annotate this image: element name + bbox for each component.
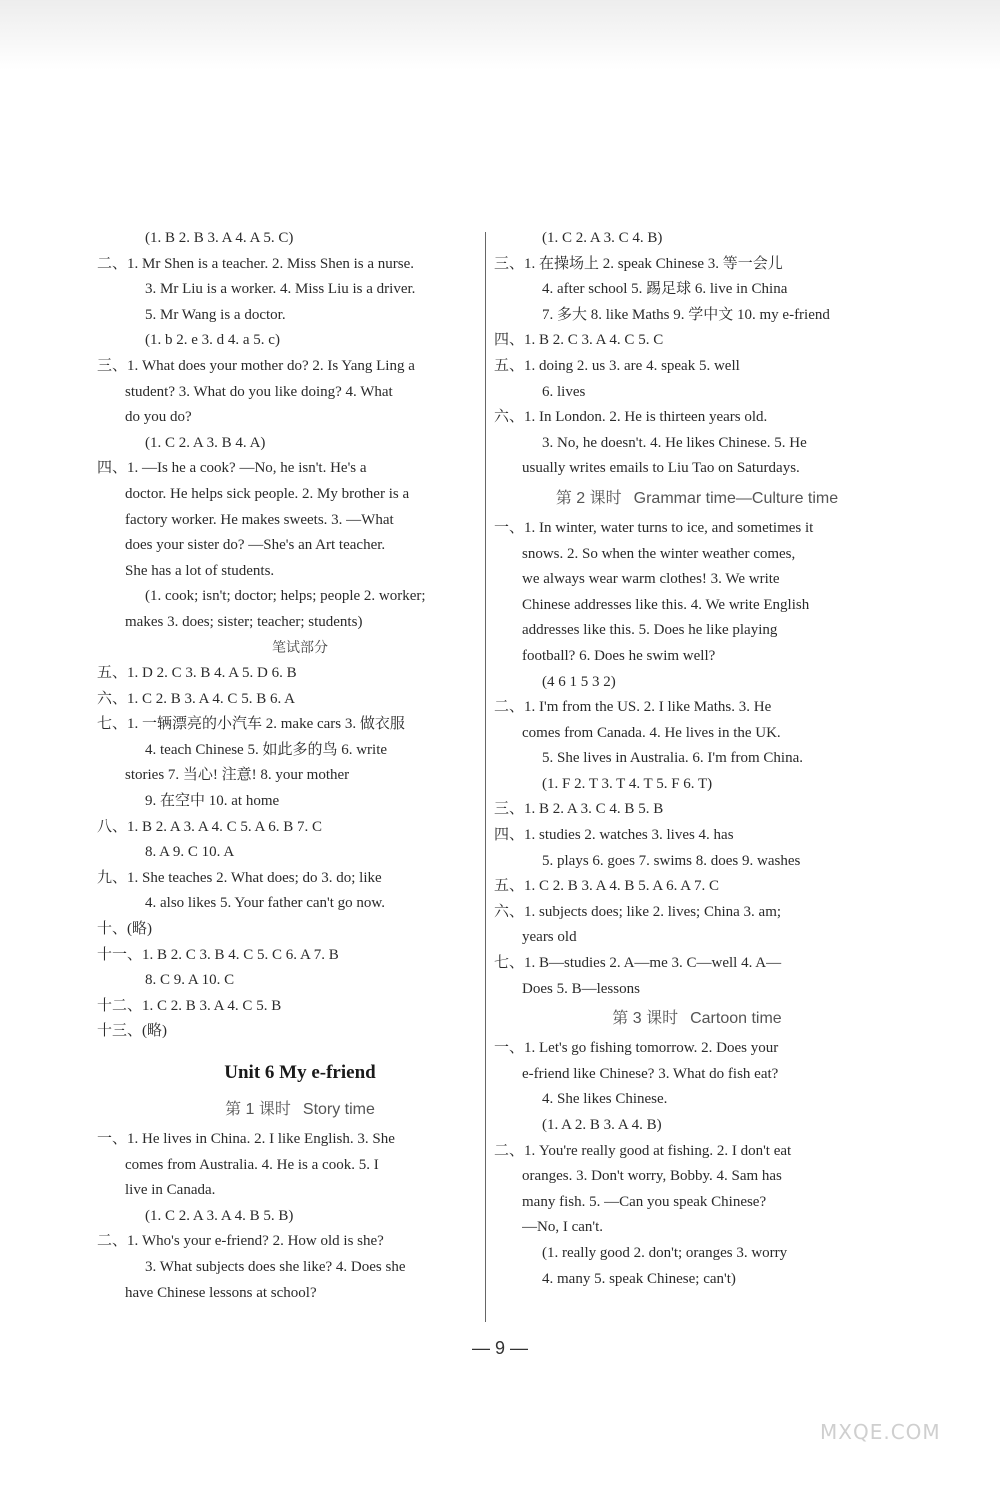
answer-line: (1. C 2. A 3. B 4. A) (145, 434, 266, 451)
answer-line: 二、1. You're really good at fishing. 2. I don't eat (494, 1142, 792, 1159)
answer-line: have Chinese lessons at school? (125, 1284, 317, 1301)
answer-line: does your sister do? —She's an Art teacher. (125, 537, 386, 554)
answer-line: 4. teach Chinese 5. 如此多的鸟 6. write (145, 741, 388, 758)
answer-line: 8. A 9. C 10. A (145, 844, 235, 861)
answer-line: 二、1. Mr Shen is a teacher. 2. Miss Shen is a nurse. (97, 255, 415, 272)
answer-line: comes from Canada. 4. He lives in the UK. (522, 724, 781, 741)
answer-line: —No, I can't. (522, 1219, 604, 1236)
right-column (494, 226, 872, 1292)
lesson-3-heading (522, 1002, 872, 1036)
answer-line: 九、1. She teaches 2. What does; do 3. do; like (97, 869, 382, 886)
answer-line: 7. 多大 8. like Maths 9. 学中文 10. my e-friend (542, 306, 830, 323)
answer-line: 四、1. studies 2. watches 3. lives 4. has (494, 827, 734, 844)
answer-line: (1. b 2. e 3. d 4. a 5. c) (145, 332, 280, 349)
answer-line: (1. really good 2. don't; oranges 3. worry (542, 1244, 788, 1261)
answer-line: (1. cook; isn't; doctor; helps; people 2. worker; (145, 588, 426, 605)
answer-line: snows. 2. So when the winter weather comes, (522, 545, 796, 562)
answer-line: 六、1. C 2. B 3. A 4. C 5. B 6. A (97, 690, 295, 707)
answer-line: we always wear warm clothes! 3. We write (522, 571, 780, 588)
lesson-1-name: Story time (302, 1101, 375, 1118)
lesson-2-name: Grammar time—Culture time (633, 489, 839, 507)
answer-line: 一、1. Let's go fishing tomorrow. 2. Does your (494, 1040, 779, 1057)
answer-line: many fish. 5. —Can you speak Chinese? (522, 1193, 767, 1210)
answer-line: student? 3. What do you like doing? 4. What (125, 383, 393, 400)
answer-line: She has a lot of students. (125, 562, 275, 579)
page-number: — 9 — (471, 1338, 528, 1358)
left-column (97, 226, 475, 1306)
answer-line: 七、1. B—studies 2. A—me 3. C—well 4. A— (494, 955, 782, 972)
scan-top-band (0, 0, 1000, 70)
answer-line: 六、1. In London. 2. He is thirteen years old. (494, 409, 768, 426)
lesson-1-heading (125, 1093, 475, 1127)
lesson-2-heading (522, 482, 872, 516)
answer-line: 二、1. Who's your e-friend? 2. How old is she? (97, 1233, 384, 1250)
answer-line: doctor. He helps sick people. 2. My brother is a (125, 485, 410, 502)
answer-line: 二、1. I'm from the US. 2. I like Maths. 3. He (494, 699, 772, 716)
answer-line: 五、1. doing 2. us 3. are 4. speak 5. well (494, 357, 740, 374)
answer-line: (1. B 2. B 3. A 4. A 5. C) (145, 230, 294, 246)
right-answers-part2 (494, 516, 872, 1002)
answer-line: 五、1. C 2. B 3. A 4. B 5. A 6. A 7. C (494, 878, 720, 895)
answer-line: 一、1. He lives in China. 2. I like English. 3. She (97, 1131, 395, 1147)
right-answers-part1 (494, 226, 872, 482)
answer-line: Does 5. B—lessons (522, 980, 640, 997)
answer-line: usually writes emails to Liu Tao on Saturdays. (522, 460, 800, 477)
answer-line: makes 3. does; sister; teacher; students) (125, 613, 363, 630)
answer-line: 十一、1. B 2. C 3. B 4. C 5. C 6. A 7. B (97, 946, 339, 963)
answer-line: 3. What subjects does she like? 4. Does she (145, 1258, 406, 1275)
unit-title: Unit 6 My e-friend (224, 1062, 376, 1083)
answer-line: 9. 在空中 10. at home (145, 793, 280, 810)
answer-line: 七、1. 一辆漂亮的小汽车 2. make cars 3. 做衣服 (97, 716, 405, 733)
answer-line: years old (522, 929, 577, 946)
answer-line: e-friend like Chinese? 3. What do fish eat? (522, 1065, 779, 1082)
answer-line: (1. F 2. T 3. T 4. T 5. F 6. T) (542, 775, 713, 792)
answer-line: 5. plays 6. goes 7. swims 8. does 9. washes (542, 852, 801, 869)
answer-line: 四、1. —Is he a cook? —No, he isn't. He's a (97, 460, 367, 477)
answer-line: 六、1. subjects does; like 2. lives; China 3. am; (494, 903, 782, 920)
answer-line: oranges. 3. Don't worry, Bobby. 4. Sam has (522, 1168, 782, 1185)
answer-line: 十二、1. C 2. B 3. A 4. C 5. B (97, 997, 282, 1014)
answer-line: 4. many 5. speak Chinese; can't) (542, 1270, 736, 1287)
answer-line: stories 7. 当心! 注意! 8. your mother (125, 767, 350, 784)
answer-line: 8. C 9. A 10. C (145, 972, 235, 989)
answer-line: 3. No, he doesn't. 4. He likes Chinese. 5. He (542, 434, 807, 451)
answer-line: 一、1. In winter, water turns to ice, and sometimes it (494, 519, 814, 536)
answer-line: Chinese addresses like this. 4. We write English (522, 596, 810, 613)
answer-line: (1. A 2. B 3. A 4. B) (542, 1117, 662, 1133)
answer-line: 三、1. 在操场上 2. speak Chinese 3. 等一会儿 (494, 255, 783, 272)
lesson-3-name: Cartoon time (690, 1010, 782, 1028)
answer-line: 4. also likes 5. Your father can't go now. (145, 895, 386, 912)
answer-line: addresses like this. 5. Does he like playing (522, 622, 778, 639)
answer-line: factory worker. He makes sweets. 3. —What (125, 511, 394, 528)
answer-line: 笔试部分 (272, 640, 328, 656)
right-answers-part3 (494, 1036, 872, 1292)
answer-line: 5. She lives in Australia. 6. I'm from China. (542, 750, 804, 767)
answer-line: 4. She likes Chinese. (542, 1091, 668, 1108)
column-divider (485, 232, 486, 1322)
answer-line: (4 6 1 5 3 2) (542, 673, 616, 690)
answer-line: 4. after school 5. 踢足球 6. live in China (542, 281, 788, 298)
answer-line: 五、1. D 2. C 3. B 4. A 5. D 6. B (97, 665, 297, 682)
lesson-1-label: 第 1 课时 (225, 1101, 291, 1118)
left-answers-part1 (97, 226, 475, 1045)
answer-line: 四、1. B 2. C 3. A 4. C 5. C (494, 332, 664, 349)
answer-line: 十三、(略) (97, 1023, 167, 1040)
answer-line: 6. lives (542, 383, 586, 400)
answer-line: 三、1. B 2. A 3. C 4. B 5. B (494, 801, 664, 818)
answer-line: 三、1. What does your mother do? 2. Is Yang Ling a (97, 357, 415, 374)
answer-line: do you do? (125, 409, 192, 426)
answer-line: comes from Australia. 4. He is a cook. 5. I (125, 1156, 379, 1173)
answer-line: (1. C 2. A 3. C 4. B) (542, 230, 663, 246)
answer-line: football? 6. Does he swim well? (522, 647, 716, 664)
answer-line: (1. C 2. A 3. A 4. B 5. B) (145, 1207, 294, 1224)
answer-line: 3. Mr Liu is a worker. 4. Miss Liu is a driver. (145, 281, 416, 298)
left-answers-part2 (97, 1127, 475, 1306)
answer-line: 5. Mr Wang is a doctor. (145, 306, 286, 323)
answer-line: 八、1. B 2. A 3. A 4. C 5. A 6. B 7. C (97, 818, 323, 835)
lesson-2-label: 第 2 课时 (555, 489, 622, 507)
answer-line: live in Canada. (125, 1182, 216, 1199)
answer-line: 十、(略) (97, 921, 152, 938)
lesson-3-label: 第 3 课时 (612, 1010, 679, 1028)
site-watermark: MXQE.COM (820, 1420, 941, 1444)
